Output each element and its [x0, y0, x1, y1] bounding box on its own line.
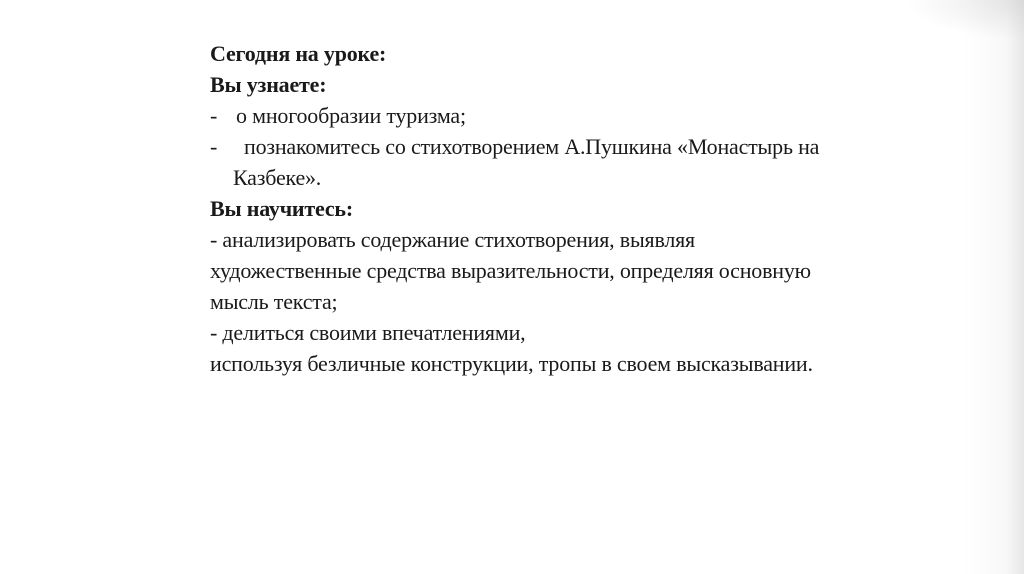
skills-line: - делиться своими впечатлениями, [210, 320, 526, 345]
lesson-heading: Сегодня на уроке: [210, 41, 387, 66]
learn-item-text: о многообразии туризма; [236, 103, 466, 128]
dash-marker: - [210, 134, 218, 159]
learn-item-continuation: Казбеке». [233, 165, 322, 190]
skills-line: используя безличные конструкции, тропы в своем высказывании. [210, 351, 813, 376]
skills-heading: Вы научитесь: [210, 196, 353, 221]
skills-line: мысль текста; [210, 289, 338, 314]
skills-line: - анализировать содержание стихотворения, выявляя [210, 227, 695, 252]
learn-item-text: познакомитесь со стихотворением А.Пушкина «Монастырь на [244, 134, 820, 159]
page-edge-shadow [964, 0, 1024, 574]
skills-line: художественные средства выразительности, определяя основную [210, 258, 811, 283]
learn-item-poem [210, 131, 930, 162]
learn-heading: Вы узнаете: [210, 72, 327, 97]
dash-marker: - [210, 103, 218, 128]
page-corner-shadow [904, 0, 1024, 40]
lesson-goals-text [210, 38, 930, 379]
learn-item-tourism [210, 100, 930, 131]
